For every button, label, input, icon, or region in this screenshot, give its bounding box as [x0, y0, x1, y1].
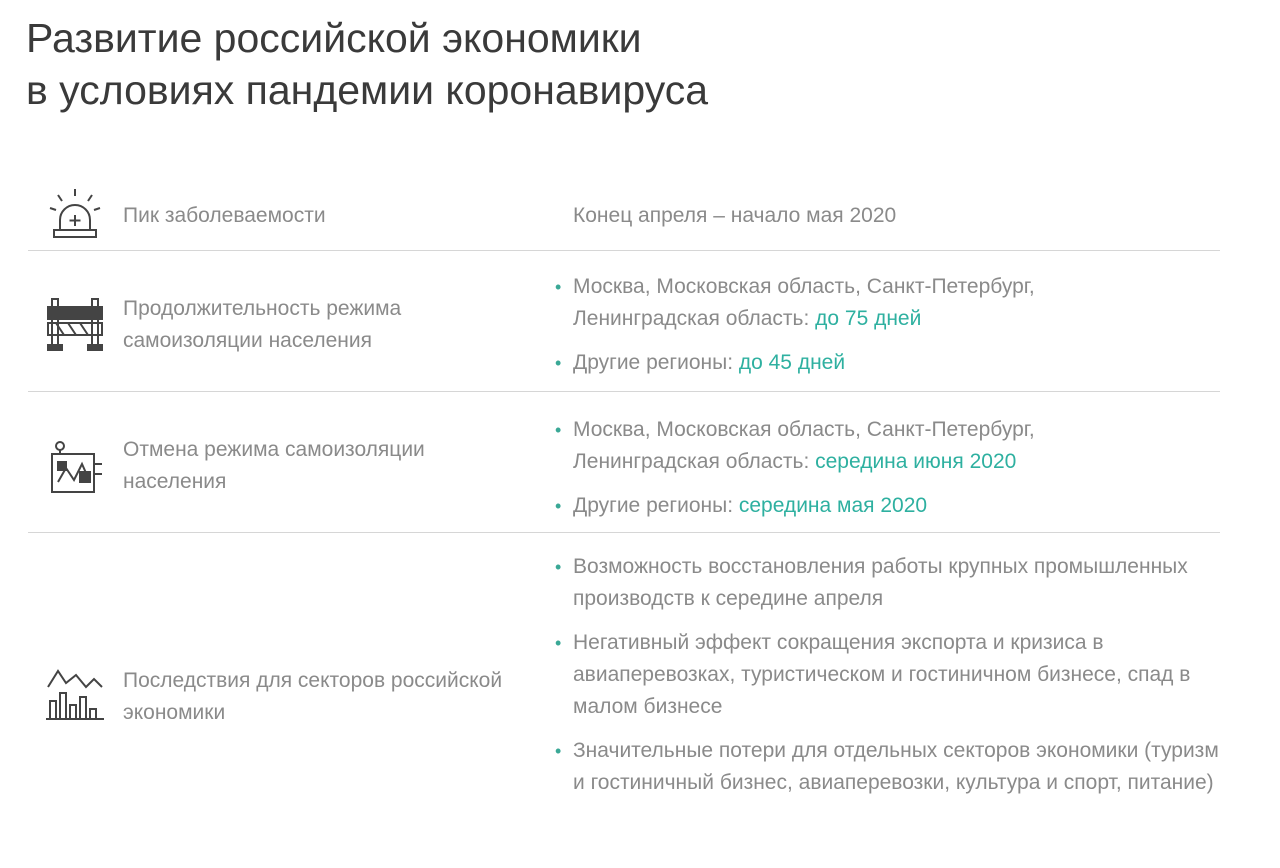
highlight-value: до 75 дней [815, 307, 922, 330]
row-value [573, 551, 1223, 811]
table-row [28, 533, 1220, 853]
row-label: Отмена режима самоизоляции населения [123, 438, 425, 493]
item-line: Ленинградская область: [573, 450, 816, 473]
item-line: Другие регионы: [573, 494, 739, 517]
barrier-icon [44, 293, 106, 355]
row-value: Конец апреля – начало мая 2020 [573, 204, 897, 227]
list-item [573, 414, 1223, 478]
row-label: Последствия для секторов российской экономики [123, 669, 503, 724]
item-line: • Москва, Московская область, Санкт-Петербург, [573, 275, 1035, 298]
page-title [26, 12, 708, 116]
highlight-value: до 45 дней [738, 351, 846, 374]
economy-chart-icon [44, 661, 106, 723]
list-item: • Негативный эффект сокращения экспорта и кризиса в авиаперевозках, туристическом и гостиничном бизнесе, спад в малом бизнесе [573, 627, 1223, 723]
item-line: Другие регионы: [573, 351, 739, 374]
siren-icon [44, 186, 106, 248]
list-item [573, 347, 1223, 379]
table-row [28, 251, 1220, 392]
row-label: Продолжительность режима самоизоляции населения [123, 297, 402, 352]
row-value [573, 271, 1223, 391]
table-row [28, 392, 1220, 533]
highlight-value: середина июня 2020 [815, 450, 1017, 473]
item-line: • Москва, Московская область, Санкт-Петербург, [573, 418, 1035, 441]
page-title-line-2: в условиях пандемии коронавируса [26, 67, 709, 113]
list-item: • Возможность восстановления работы крупных промышленных производств к середине апреля [573, 551, 1223, 615]
list-item [573, 490, 1223, 522]
item-line: Ленинградская область: [573, 307, 816, 330]
row-label: Пик заболеваемости [123, 204, 326, 227]
highlight-value: середина мая 2020 [738, 494, 928, 517]
list-item: • Значительные потери для отдельных секторов экономики (туризм и гостиничный бизнес, авиаперевозки, культура и спорт, питание) [573, 735, 1223, 799]
lifted-lockdown-icon [44, 436, 106, 498]
table-row [28, 186, 1220, 251]
list-item [573, 271, 1223, 335]
info-table [28, 186, 1220, 853]
row-value [573, 414, 1223, 534]
page-title-line-1: Развитие российской экономики [26, 15, 642, 61]
